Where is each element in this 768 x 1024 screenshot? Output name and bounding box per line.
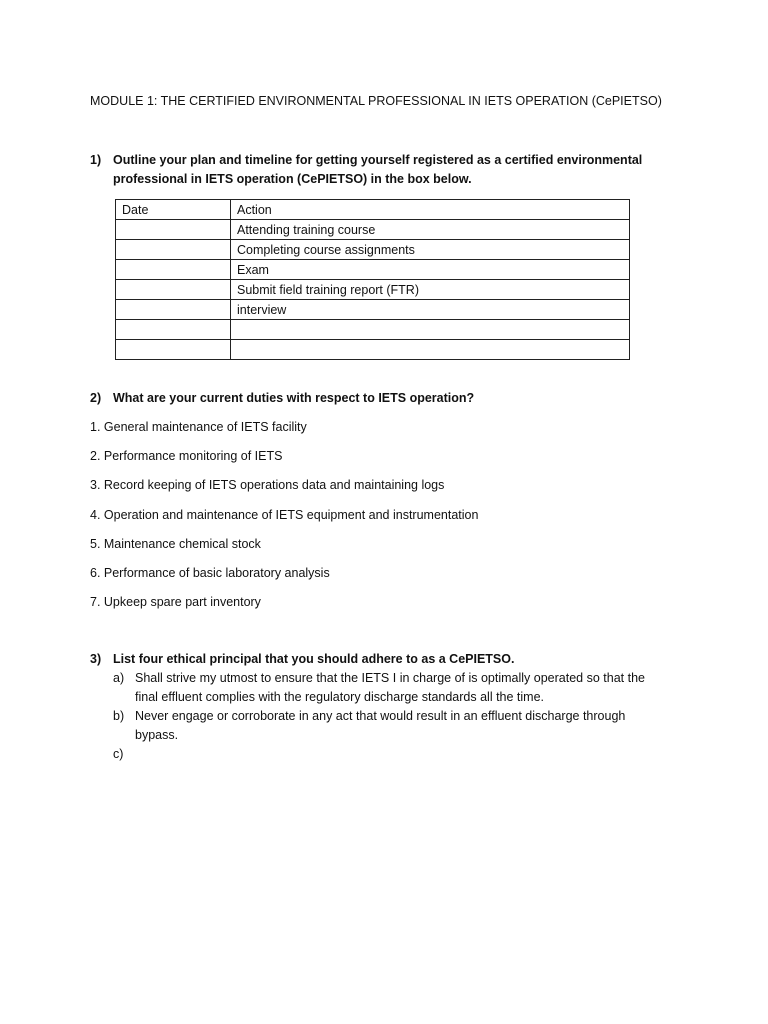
duties-list — [90, 418, 478, 622]
list-marker: a) — [113, 671, 125, 685]
action-cell: interview — [231, 300, 630, 320]
list-item-text: Never engage or corroborate in any act that would result in an effluent discharge through bypass. — [135, 709, 626, 742]
list-marker: b) — [113, 709, 125, 723]
action-cell — [231, 320, 630, 340]
action-cell: Completing course assignments — [231, 240, 630, 260]
date-cell — [116, 340, 231, 360]
action-cell: Submit field training report (FTR) — [231, 280, 630, 300]
plan-table — [115, 199, 630, 360]
list-item: 4. Operation and maintenance of IETS equipment and instrumentation — [90, 507, 479, 522]
list-item: 7. Upkeep spare part inventory — [90, 595, 261, 610]
list-item — [113, 707, 658, 745]
action-cell — [231, 340, 630, 360]
column-header-action: Action — [231, 200, 630, 220]
question-number: 2) — [90, 391, 102, 405]
list-item: 1. General maintenance of IETS facility — [90, 420, 307, 434]
question-text: What are your current duties with respect to IETS operation? — [113, 391, 475, 405]
list-item: 2. Performance monitoring of IETS — [90, 449, 283, 464]
list-marker: c) — [113, 747, 124, 761]
question-number: 3) — [90, 652, 102, 666]
table-row — [116, 300, 630, 320]
action-cell: Attending training course — [231, 220, 630, 240]
action-cell: Exam — [231, 260, 630, 280]
table-row — [116, 260, 630, 280]
table-row — [116, 240, 630, 260]
question-2 — [90, 389, 668, 408]
table-row — [116, 340, 630, 360]
list-item: 5. Maintenance chemical stock — [90, 536, 261, 551]
table-row — [116, 280, 630, 300]
table-row — [116, 220, 630, 240]
list-item — [113, 669, 658, 707]
date-cell — [116, 320, 231, 340]
column-header-date: Date — [116, 200, 231, 220]
list-item: 6. Performance of basic laboratory analysis — [90, 565, 330, 580]
module-title: MODULE 1: THE CERTIFIED ENVIRONMENTAL PROFESSIONAL IN IETS OPERATION (CePIETSO) — [90, 94, 662, 108]
ethics-list — [113, 669, 658, 761]
date-cell — [116, 260, 231, 280]
date-cell — [116, 220, 231, 240]
question-text: List four ethical principal that you should adhere to as a CePIETSO. — [113, 652, 515, 666]
list-item: 3. Record keeping of IETS operations data and maintaining logs — [90, 478, 445, 493]
question-text: Outline your plan and timeline for getting yourself registered as a certified environmental professional in IETS operation (CePIETSO) in the box below. — [113, 153, 643, 186]
list-item-text: Shall strive my utmost to ensure that the IETS I in charge of is optimally operated so that the final effluent complies with the regulatory discharge standards all the time. — [135, 671, 645, 704]
table-header-row — [116, 200, 630, 220]
date-cell — [116, 300, 231, 320]
question-1 — [90, 151, 668, 189]
question-number: 1) — [90, 153, 102, 167]
date-cell — [116, 280, 231, 300]
question-3 — [90, 650, 668, 669]
table-row — [116, 320, 630, 340]
date-cell — [116, 240, 231, 260]
